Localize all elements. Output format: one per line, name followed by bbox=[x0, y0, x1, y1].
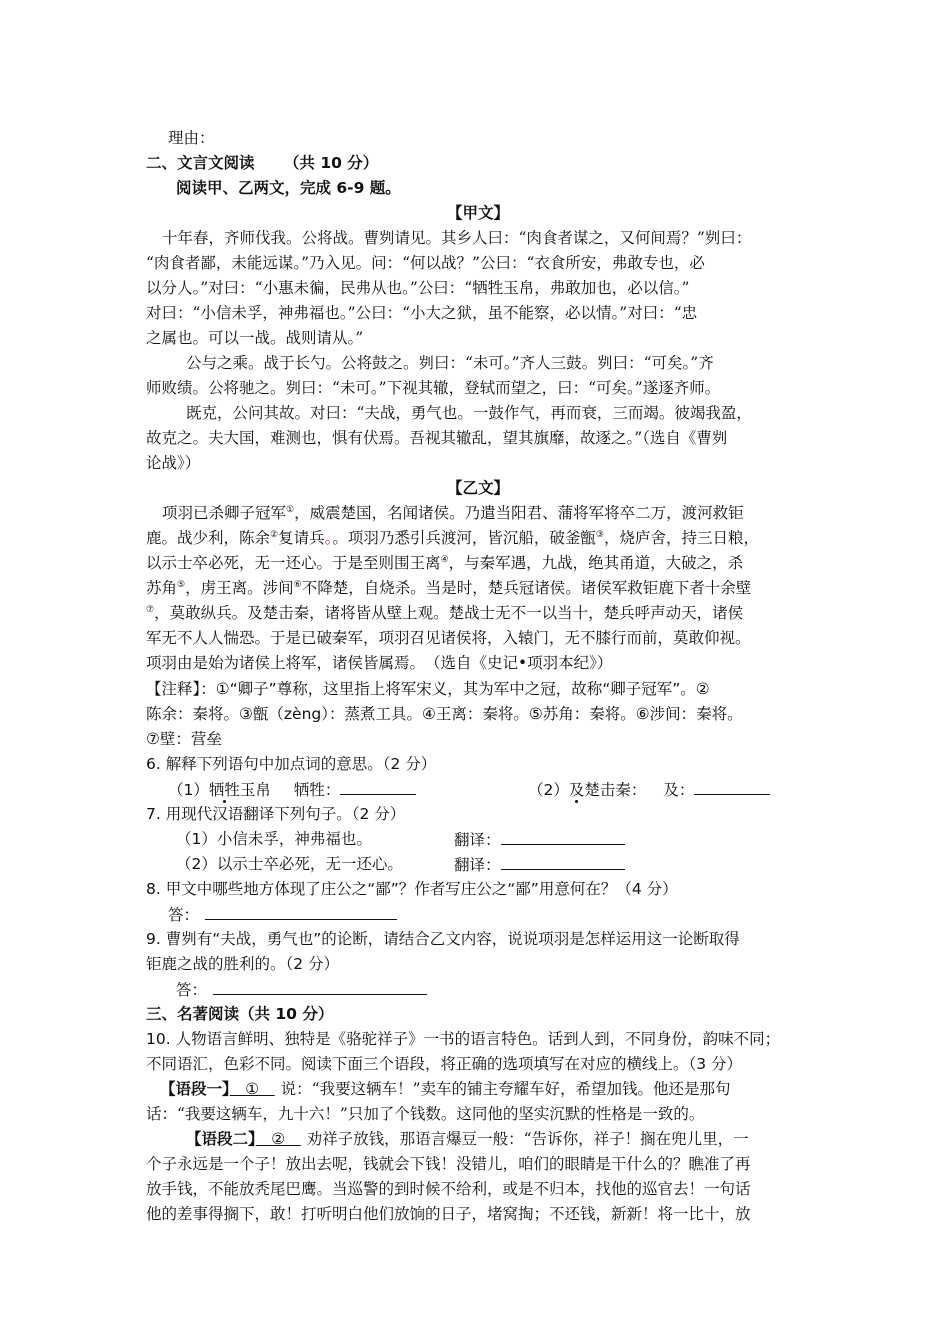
notes-line-1: 【注释】：①“卿子”尊称，这里指上将军宋义，其为军中之冠，故称“卿子冠军”。② bbox=[146, 680, 710, 698]
segment-1-blank[interactable]: ① bbox=[229, 1080, 275, 1098]
q7-label-2: 翻译： bbox=[454, 856, 501, 874]
yi-text: ，虏王离。涉间 bbox=[185, 579, 294, 597]
segment-2-line-3: 放手钱，不能放秃尾巴鹰。当巡警的到时候不给利，或是不归本，找他的巡官去！一句话 bbox=[146, 1180, 751, 1198]
jia-line-2: “肉食者鄙，未能远谋。”乃入见。问：“何以战？”公曰：“衣食所安，弗敢专也，必 bbox=[146, 254, 705, 272]
note-mark-4: ④ bbox=[440, 554, 449, 565]
yi-line-4 bbox=[146, 578, 751, 598]
jia-line-6: 公与之乘。战于长勺。公将鼓之。刿曰：“未可。”齐人三鼓。刿曰：“可矣。”齐 bbox=[186, 354, 714, 372]
q9-answer-blank[interactable] bbox=[213, 979, 427, 995]
q6-stem: 6. 解释下列语句中加点词的意思。（2 分） bbox=[146, 755, 437, 773]
jia-line-10: 论战》） bbox=[146, 454, 201, 472]
q7-label-1: 翻译： bbox=[454, 831, 501, 849]
jia-line-8: 既克，公问其故。对曰：“夫战，勇气也。一鼓作气，再而衰，三而竭。彼竭我盈， bbox=[186, 404, 752, 422]
yi-line-1 bbox=[162, 503, 744, 523]
q6-item-2-rest: 楚击秦： bbox=[584, 781, 647, 799]
section3-heading: 三、名著阅读（共 10 分） bbox=[146, 1005, 334, 1023]
yi-line-3 bbox=[146, 553, 743, 573]
q6-item-2-num: （2） bbox=[528, 781, 569, 799]
segment-1-text: 说：“我要这辆车！”卖车的铺主夸耀车好，希望加钱。他还是那句 bbox=[280, 1080, 731, 1098]
q7-sentence-1: （1）小信未孚，神弗福也。 bbox=[176, 830, 372, 848]
yi-text: 项羽已杀卿子冠军 bbox=[162, 504, 287, 522]
yi-text: 复请兵 bbox=[278, 529, 325, 547]
q6-item-1-num: （1） bbox=[168, 781, 209, 799]
q6-item-1-label: 牺牲： bbox=[293, 781, 341, 799]
segment-2-line-1 bbox=[186, 1129, 749, 1149]
section2-score: （共 10 分） bbox=[283, 154, 379, 172]
jia-line-7: 师败绩。公将驰之。刿曰：“未可。”下视其辙，登轼而望之，曰：“可矣。”遂逐齐师。 bbox=[146, 379, 721, 397]
q9-answer-label: 答： bbox=[176, 981, 208, 999]
yi-text: 鹿。战少利，陈余 bbox=[146, 529, 271, 547]
jia-line-1: 十年春，齐师伐我。公将战。曹刿请见。其乡人曰：“肉食者谋之，又何间焉？”刿曰： bbox=[162, 229, 752, 247]
segment-1-tag: 【语段一】 bbox=[160, 1080, 230, 1098]
q8-answer-label: 答： bbox=[168, 906, 200, 924]
q8-answer bbox=[168, 904, 397, 925]
section2-title: 二、文言文阅读 bbox=[146, 154, 255, 172]
jia-title: 【甲文】 bbox=[446, 204, 509, 222]
yi-text: 以示士卒必死，无一还心。于是至则围王离 bbox=[146, 554, 441, 572]
dotted-word-ji: 及 bbox=[568, 781, 585, 799]
yi-text: 不降楚，自烧杀。当是时，楚兵冠诸侯。诸侯军救钜鹿下者十余壁 bbox=[301, 579, 752, 597]
q6-item-2-label: 及： bbox=[663, 781, 695, 799]
q7-answer-blank-2[interactable] bbox=[501, 854, 625, 870]
jia-line-9: 故克之。夫大国，难测也，惧有伏焉。吾视其辙乱，望其旗靡，故逐之。”（选自《曹刿 bbox=[146, 429, 728, 447]
segment-2-tag: 【语段二】 bbox=[186, 1130, 256, 1148]
yi-text: ，莫敢纵兵。及楚击秦，诸将皆从壁上观。楚战士无不一以当十，楚兵呼声动天，诸侯 bbox=[154, 604, 744, 622]
note-mark-3: ③ bbox=[595, 529, 604, 540]
yi-text: ，烧庐舍，持三日粮， bbox=[603, 529, 759, 547]
jia-line-4: 对曰：“小信未孚，神弗福也。”公曰：“小大之狱，虽不能察，必以情。”对曰：“忠 bbox=[146, 304, 698, 322]
jia-line-3: 以分人。”对曰：“小惠未徧，民弗从也。”公曰：“牺牲玉帛，弗敢加也，必以信。” bbox=[146, 279, 690, 297]
q10-line-2: 不同语汇，色彩不同。阅读下面三个语段，将正确的选项填写在对应的横线上。（3 分） bbox=[146, 1055, 743, 1073]
q9-stem-1: 9. 曹刿有“夫战，勇气也”的论断，请结合乙文内容，说说项羽是怎样运用这一论断取得 bbox=[146, 930, 740, 948]
q10-line-1: 10. 人物语言鲜明、独特是《骆驼祥子》一书的语言特色。话到人到，不同身份，韵味不同； bbox=[146, 1030, 781, 1048]
yi-text: ，与秦军遇，九战，绝其甬道，大破之，杀 bbox=[448, 554, 744, 572]
yi-line-6: 军无不人人惴恐。于是已破秦军，项羽召见诸侯将，入辕门，无不膝行而前，莫敢仰视。 bbox=[146, 629, 751, 647]
red-period: 。 bbox=[324, 529, 333, 547]
q6-item-1-rest: 玉帛 bbox=[239, 781, 271, 799]
section2-heading bbox=[146, 153, 378, 173]
reason-label: 理由： bbox=[168, 129, 215, 147]
note-mark-2: ② bbox=[270, 529, 279, 540]
q6-item-2 bbox=[528, 779, 770, 800]
section2-instruction: 阅读甲、乙两文，完成 6-9 题。 bbox=[176, 179, 401, 197]
yi-line-2 bbox=[146, 528, 759, 548]
yi-text: 。项羽乃悉引兵渡河，皆沉船，破釜甑 bbox=[332, 529, 596, 547]
yi-title: 【乙文】 bbox=[446, 479, 509, 497]
segment-2-line-2: 个子永远是一个子！放出去呢，钱就会下钱！没错儿，咱们的眼睛是干什么的？瞧准了再 bbox=[146, 1155, 751, 1173]
segment-1-line-2: 话：“我要这辆车，九十六！”只加了个钱数。这同他的坚实沉默的性格是一致的。 bbox=[146, 1105, 705, 1123]
note-mark-6: ⑥ bbox=[293, 579, 302, 590]
q8-stem: 8. 甲文中哪些地方体现了庄公之“鄙”？作者写庄公之“鄙”用意何在？（4 分） bbox=[146, 880, 678, 898]
note-mark-5: ⑤ bbox=[177, 579, 186, 590]
yi-line-5 bbox=[146, 603, 743, 623]
q7-answer-blank-1[interactable] bbox=[501, 829, 625, 845]
segment-2-blank[interactable]: ② bbox=[255, 1130, 301, 1148]
q7-sentence-2: （2）以示士卒必死，无一还心。 bbox=[176, 855, 403, 873]
segment-1-line-1 bbox=[160, 1079, 731, 1099]
notes-line-2: 陈余：秦将。③甑（zèng）：蒸煮工具。④王离：秦将。⑤苏角：秦将。⑥涉间：秦将。 bbox=[146, 705, 743, 723]
q7-answer-2 bbox=[454, 854, 625, 875]
jia-line-5: 之属也。可以一战。战则请从。” bbox=[146, 329, 364, 347]
yi-line-7: 项羽由是始为诸侯上将军，诸侯皆属焉。 （选自《史记•项羽本纪》） bbox=[146, 654, 613, 672]
dotted-word-xisheng: 牺牲 bbox=[208, 781, 240, 799]
note-mark-1: ① bbox=[286, 504, 295, 515]
note-mark-7: ⑦ bbox=[146, 604, 155, 615]
yi-text: 苏角 bbox=[146, 579, 178, 597]
q9-answer bbox=[176, 979, 427, 1000]
segment-2-line-4: 他的差事得搁下，敢！打听明白他们放饷的日子，堵窝掏；不还钱，新新！将一比十，放 bbox=[146, 1205, 751, 1223]
q8-answer-blank[interactable] bbox=[205, 904, 397, 920]
yi-text: ，威震楚国，名闻诸侯。乃遣当阳君、蒲将军将卒二万，渡河救钜 bbox=[294, 504, 744, 522]
q7-stem: 7. 用现代汉语翻译下列句子。（2 分） bbox=[146, 805, 406, 823]
q9-stem-2: 钜鹿之战的胜利的。（2 分） bbox=[146, 955, 340, 973]
q6-answer-blank-2[interactable] bbox=[694, 779, 770, 795]
notes-line-3: ⑦壁：营垒 bbox=[146, 730, 222, 748]
q6-answer-blank-1[interactable] bbox=[340, 779, 416, 795]
q7-answer-1 bbox=[454, 829, 625, 850]
segment-2-text: 劝祥子放钱，那语言爆豆一般：“告诉你，祥子！搁在兜儿里，一 bbox=[306, 1130, 749, 1148]
q6-item-1 bbox=[168, 779, 416, 800]
